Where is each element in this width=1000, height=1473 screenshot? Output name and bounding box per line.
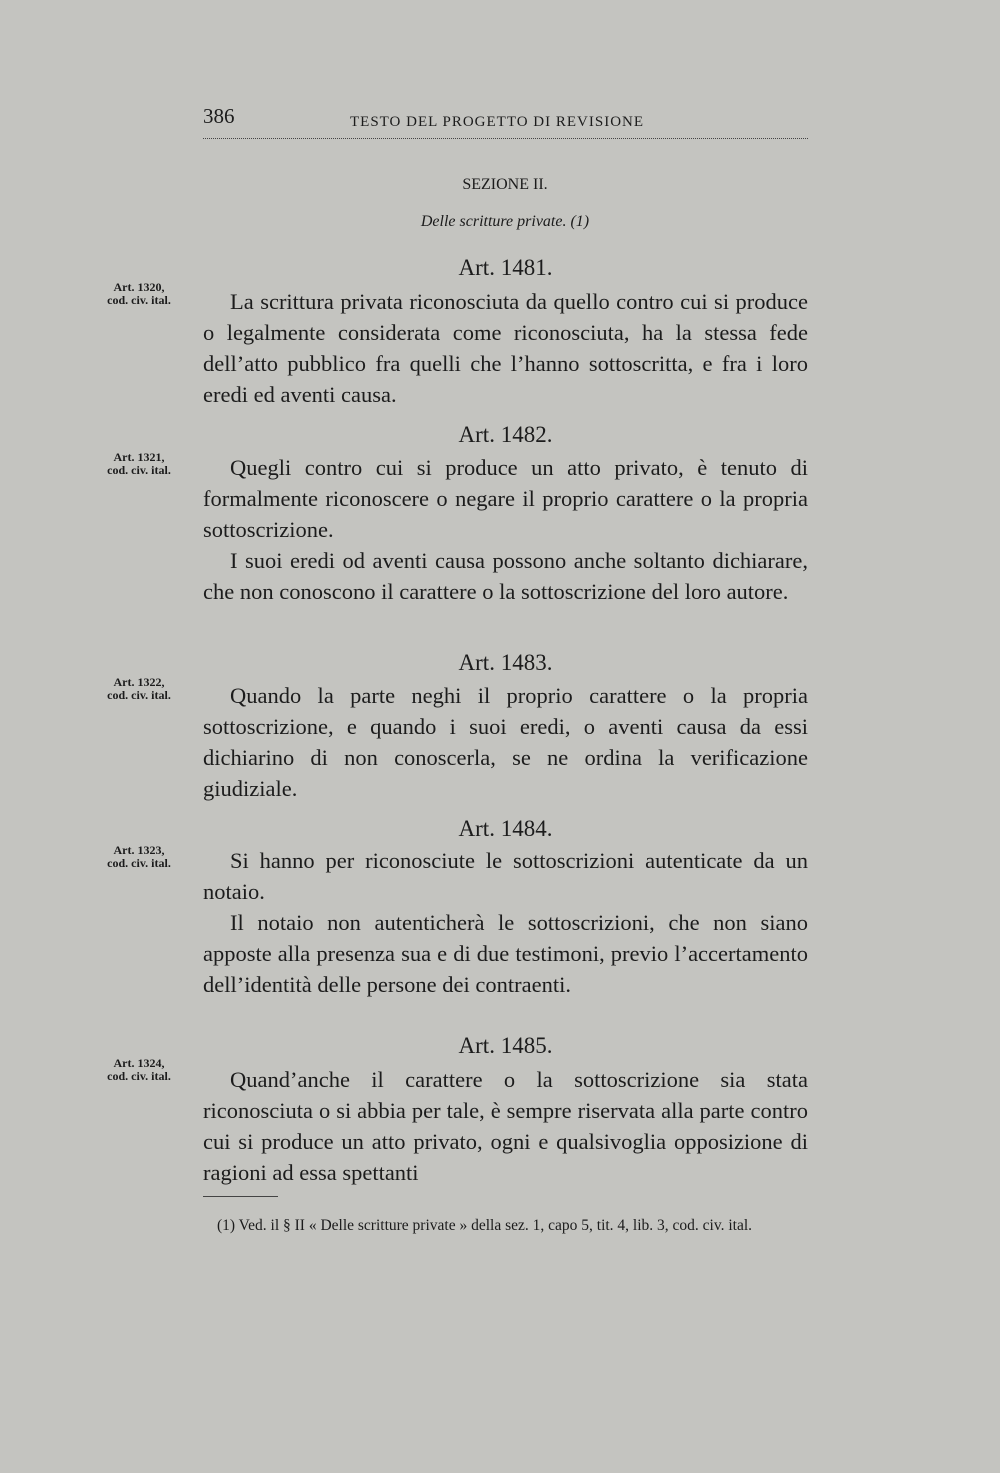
section-title: SEZIONE II. [462,176,548,193]
margin-note [80,451,198,477]
margin-note-line: cod. civ. ital. [107,293,171,307]
article-paragraph: Il notaio non autenticherà le sottoscrizioni, che non siano apposte alla presenza sua e di due testimoni, previo l’accertamento dell’identità delle persone dei contraenti. [203,910,808,997]
margin-note [80,844,198,870]
footnote: (1) Ved. il § II « Delle scritture private » della sez. 1, capo 5, tit. 4, lib. 3, cod. civ. ital. [217,1217,753,1234]
margin-note-line: Art. 1321, [113,450,165,464]
page-header [203,104,808,140]
margin-note-line: Art. 1324, [113,1056,165,1070]
article-paragraph: Quand’anche il carattere o la sottoscrizione sia stata riconosciuta o si abbia per tale, è sempre riservata alla parte contro cui si produce un atto privato, ogni e qualsivoglia opposizione di ragioni ad essa spettanti [203,1067,808,1185]
running-head: TESTO DEL PROGETTO DI REVISIONE [350,114,645,130]
article-heading: Art. 1484. [458,816,553,841]
margin-note [80,1057,198,1083]
article-heading: Art. 1481. [458,255,553,280]
article-paragraph: Si hanno per riconosciute le sottoscrizioni autenticate da un notaio. [203,848,808,904]
margin-note [80,281,198,307]
margin-note-line: Art. 1323, [113,843,165,857]
article-paragraph: I suoi eredi od aventi causa possono anche soltanto dichiarare, che non conoscono il carattere o la sottoscrizione del loro autore. [203,548,808,604]
article-heading: Art. 1483. [458,650,553,675]
section-subtitle: Delle scritture private. (1) [420,213,590,230]
margin-note-line: Art. 1322, [113,675,165,689]
margin-note-line: cod. civ. ital. [107,688,171,702]
article-paragraph: Quegli contro cui si produce un atto privato, è tenuto di formalmente riconoscere o negare il proprio carattere o la propria sottoscrizione. [203,455,808,542]
footnote-rule [203,1196,278,1197]
page-number: 386 [203,104,235,128]
article-paragraph: La scrittura privata riconosciuta da quello contro cui si produce o legalmente considerata come riconosciuta, ha la stessa fede dell’atto pubblico fra quelli che l’hanno sottoscritta, e fra i loro eredi ed aventi causa. [203,289,808,407]
article-heading: Art. 1485. [458,1033,553,1058]
margin-note-line: cod. civ. ital. [107,463,171,477]
margin-note-line: cod. civ. ital. [107,856,171,870]
header-rule [203,138,808,139]
margin-note-line: cod. civ. ital. [107,1069,171,1083]
article-paragraph: Quando la parte neghi il proprio carattere o la propria sottoscrizione, e quando i suoi eredi, o aventi causa da essi dichiarino di non conoscerla, se ne ordina la verificazione giudiziale. [203,683,808,801]
article-heading: Art. 1482. [458,422,553,447]
margin-note [80,676,198,702]
margin-note-line: Art. 1320, [113,280,165,294]
